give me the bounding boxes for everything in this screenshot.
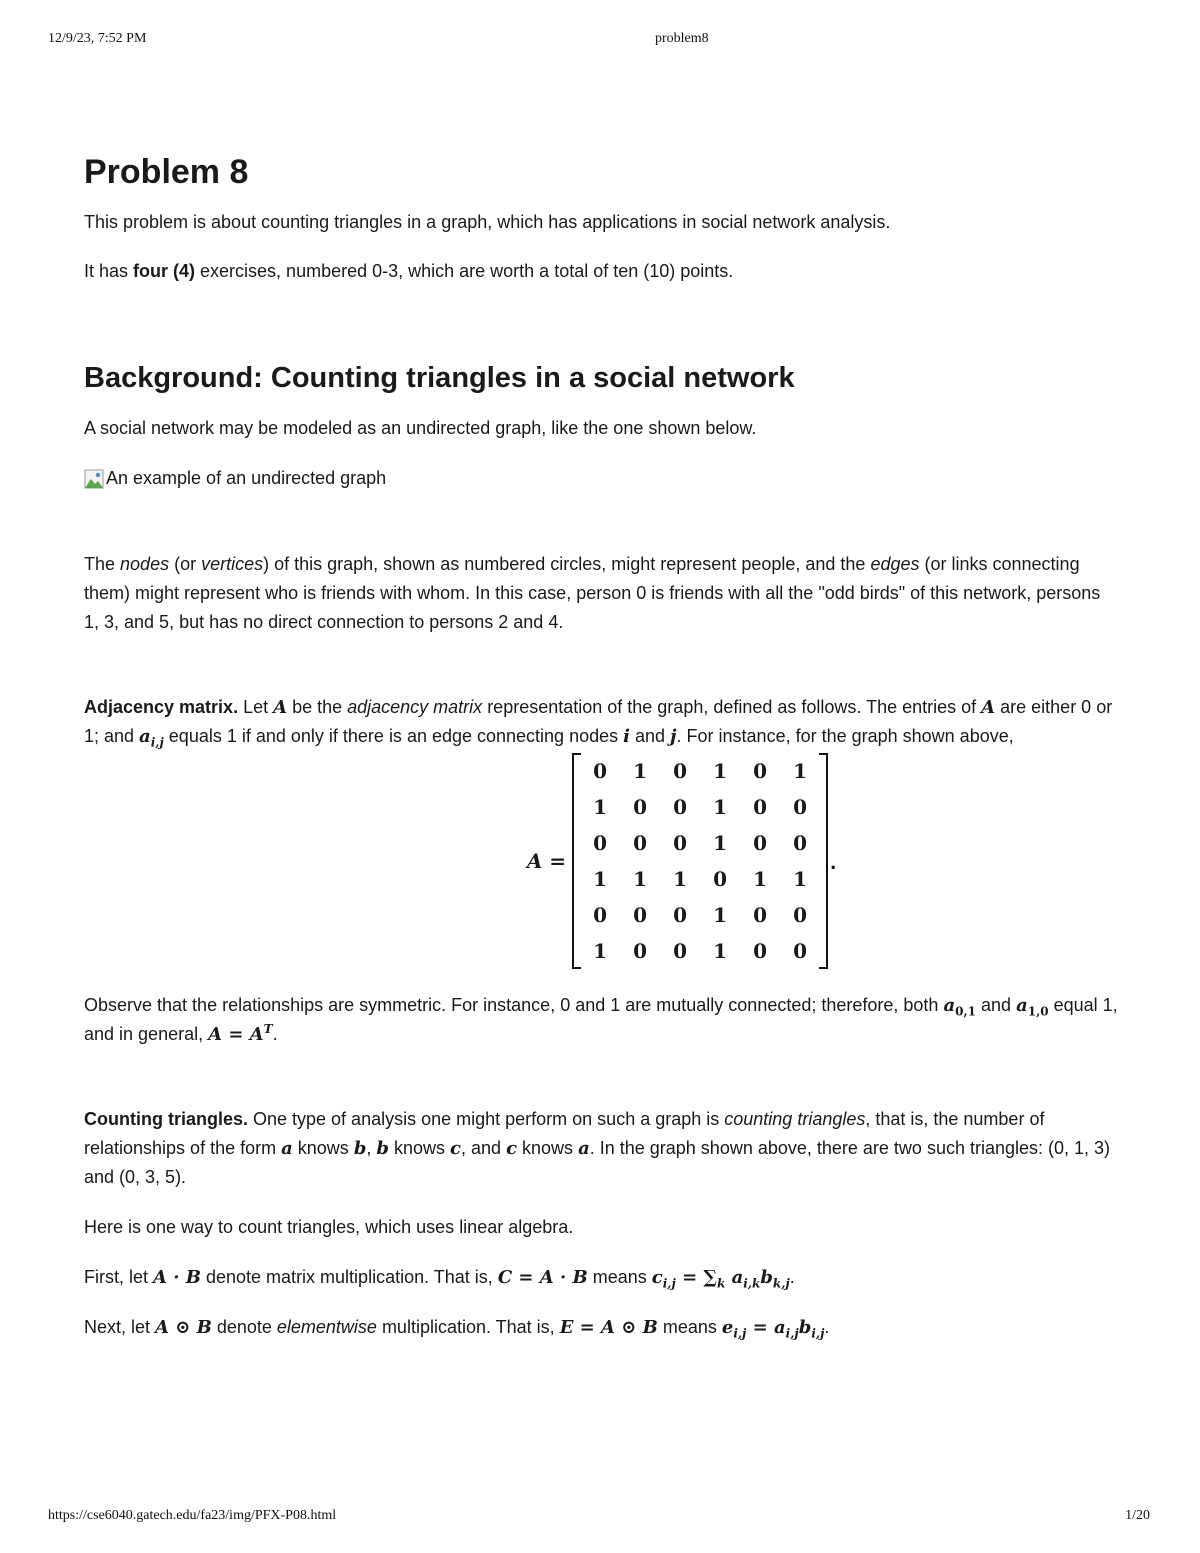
elementwise-paragraph: Next, let A ⊙ B denote elementwise multiplication. That is, E = A ⊙ B means $e_{i,j} = a_{i,j}b_{i,j}$. bbox=[84, 1317, 830, 1341]
matrix-cell: 0 bbox=[713, 866, 728, 891]
matrix-cell: 0 bbox=[633, 830, 648, 855]
page-title: Problem 8 bbox=[84, 153, 249, 191]
matrix-brackets bbox=[572, 753, 828, 969]
matrix-lhs: A = bbox=[526, 848, 567, 873]
matrix-cell: 0 bbox=[633, 938, 648, 963]
matrix-row bbox=[580, 753, 820, 789]
matrix-cell: 1 bbox=[713, 938, 728, 963]
triangles-paragraph: Counting triangles. One type of analysis one might perform on such a graph is counting triangles, that is, the number of relationships of the form a knows b, b knows c, and c knows a. In the graph shown above, there are two such triangles: (0, 1, 3) and (0, 3, 5). bbox=[84, 1109, 1111, 1187]
matrix-cell: 1 bbox=[713, 794, 728, 819]
matrix-row bbox=[580, 933, 820, 969]
matrix-cell: 1 bbox=[713, 902, 728, 927]
matrix-cell: 0 bbox=[673, 902, 688, 927]
matrix-cell: 0 bbox=[673, 794, 688, 819]
matrix-cell: 1 bbox=[753, 866, 768, 891]
adjacency-matrix-display bbox=[244, 753, 1119, 969]
background-paragraph: A social network may be modeled as an undirected graph, like the one shown below. bbox=[84, 418, 757, 438]
matrix-period: . bbox=[830, 848, 837, 874]
matrix-cell: 0 bbox=[753, 794, 768, 819]
matrix-cell: 0 bbox=[593, 902, 608, 927]
broken-image-icon bbox=[84, 469, 104, 489]
matrix-cell: 0 bbox=[793, 938, 808, 963]
document-body bbox=[84, 150, 1119, 1342]
matrix-cell: 1 bbox=[673, 866, 688, 891]
matrix-cell: 1 bbox=[713, 758, 728, 783]
matrix-cell: 1 bbox=[713, 830, 728, 855]
matrix-cell: 0 bbox=[593, 758, 608, 783]
adjacency-matrix bbox=[580, 753, 820, 969]
matrix-row bbox=[580, 861, 820, 897]
matrix-cell: 1 bbox=[593, 866, 608, 891]
intro-paragraph: This problem is about counting triangles in a graph, which has applications in social network analysis. bbox=[84, 212, 891, 232]
matrix-cell: 0 bbox=[793, 830, 808, 855]
print-footer-url: https://cse6040.gatech.edu/fa23/img/PFX-P08.html bbox=[48, 1508, 337, 1523]
matrix-cell: 0 bbox=[593, 830, 608, 855]
matrix-row bbox=[580, 825, 820, 861]
print-header-date: 12/9/23, 7:52 PM bbox=[48, 31, 147, 46]
matrix-cell: 0 bbox=[753, 830, 768, 855]
adjacency-paragraph: Adjacency matrix. Let A be the adjacency matrix representation of the graph, defined as follows. The entries of A are either 0 or 1; and $a_{i,j}$ equals 1 if and only if there is an edge connecting nodes i and j. For instance, for the graph shown above, bbox=[84, 697, 1113, 750]
matrix-cell: 0 bbox=[673, 758, 688, 783]
matrix-cell: 0 bbox=[753, 758, 768, 783]
intro-exercises: It has four (4) exercises, numbered 0-3, which are worth a total of ten (10) points. bbox=[84, 261, 734, 281]
print-footer-page: 1/20 bbox=[1125, 1508, 1150, 1523]
linear-algebra-paragraph: Here is one way to count triangles, which uses linear algebra. bbox=[84, 1217, 574, 1237]
matrix-cell: 1 bbox=[793, 758, 808, 783]
matrix-cell: 1 bbox=[793, 866, 808, 891]
graph-image bbox=[84, 464, 1119, 493]
matrix-row bbox=[580, 897, 820, 933]
matrix-cell: 1 bbox=[633, 758, 648, 783]
symmetry-paragraph: Observe that the relationships are symmetric. For instance, 0 and 1 are mutually connected; therefore, both $a_{0,1}$ and $a_{1,0}$ equal 1, and in general, $A = A^T$. bbox=[84, 995, 1118, 1045]
matrix-cell: 0 bbox=[633, 902, 648, 927]
matrix-cell: 0 bbox=[753, 938, 768, 963]
matrix-cell: 0 bbox=[793, 794, 808, 819]
matrix-cell: 0 bbox=[673, 938, 688, 963]
nodes-paragraph: The nodes (or vertices) of this graph, shown as numbered circles, might represent people, and the edges (or links connecting them) might represent who is friends with whom. In this case, person 0 is friends with all the "odd birds" of this network, persons 1, 3, and 5, but has no direct connection to persons 2 and 4. bbox=[84, 554, 1101, 632]
graph-image-alt: An example of an undirected graph bbox=[106, 468, 387, 488]
matrix-cell: 1 bbox=[593, 794, 608, 819]
matrix-cell: 1 bbox=[593, 938, 608, 963]
background-heading: Background: Counting triangles in a social network bbox=[84, 362, 795, 394]
matrix-multiplication-paragraph: First, let A · B denote matrix multiplication. That is, C = A · B means $c_{i,j} = \sum_k$ $a_{i,k}b_{k,j}$. bbox=[84, 1267, 795, 1291]
matrix-cell: 0 bbox=[633, 794, 648, 819]
print-header-title: problem8 bbox=[655, 31, 709, 46]
matrix-cell: 0 bbox=[753, 902, 768, 927]
matrix-cell: 0 bbox=[673, 830, 688, 855]
matrix-cell: 0 bbox=[793, 902, 808, 927]
matrix-cell: 1 bbox=[633, 866, 648, 891]
matrix-row bbox=[580, 789, 820, 825]
